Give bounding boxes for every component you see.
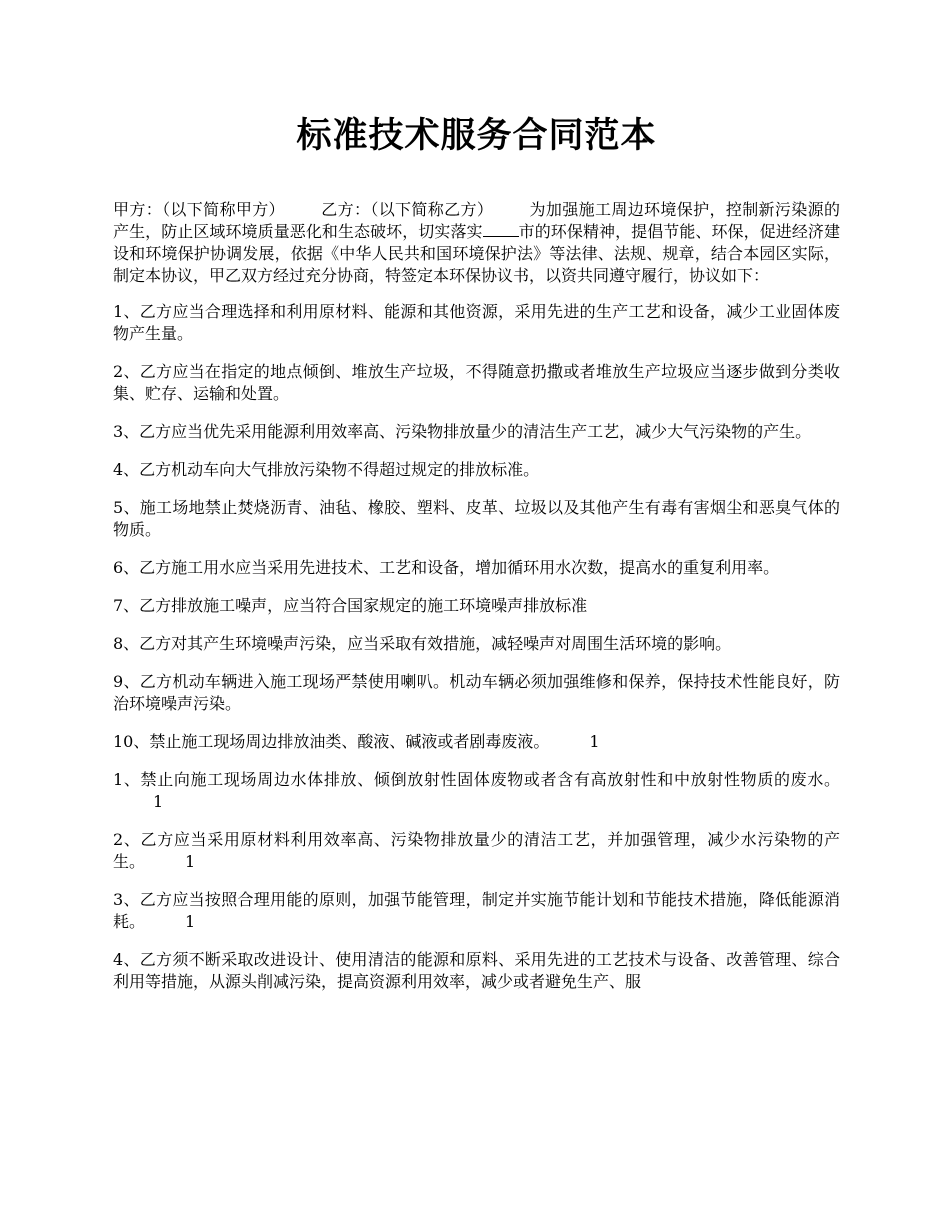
clause-b3 [113, 889, 840, 933]
intro-paragraph [113, 199, 840, 287]
clause-2: 2、乙方应当在指定的地点倾倒、堆放生产垃圾，不得随意扔撒或者堆放生产垃圾应当逐步做到分类收集、贮存、运输和处置。 [113, 362, 840, 403]
clause-8: 8、乙方对其产生环境噪声污染，应当采取有效措施，减轻噪声对周围生活环境的影响。 [113, 634, 732, 653]
clause-6: 6、乙方施工用水应当采用先进技术、工艺和设备，增加循环用水次数，提高水的重复利用率。 [113, 558, 780, 577]
clause-10 [113, 731, 840, 753]
document-title: 标准技术服务合同范本 [296, 115, 657, 156]
clause-b2 [113, 829, 840, 873]
clause-10-text: 10、禁止施工现场周边排放油类、酸液、碱液或者剧毒废液。 [113, 732, 550, 751]
intro-text-1: 为加强施工周边环境保护，控制新污染源的产生，防止区域环境质量恶化和生态破坏，切实落实 [113, 200, 840, 241]
clause-9: 9、乙方机动车辆进入施工现场严禁使用喇叭。机动车辆必须加强维修和保养，保持技术性能良好，防治环境噪声污染。 [113, 672, 840, 713]
document-page [113, 110, 840, 1009]
clause-7: 7、乙方排放施工噪声，应当符合国家规定的施工环境噪声排放标准 [113, 596, 588, 615]
clause-3: 3、乙方应当优先采用能源利用效率高、污染物排放量少的清洁生产工艺，减少大气污染物的产生。 [113, 422, 812, 441]
blank-fill-line [483, 222, 519, 237]
clause-b2-text: 2、乙方应当采用原材料利用效率高、污染物排放量少的清洁工艺，并加强管理，减少水污染物的产生。 [113, 830, 840, 871]
page-marker: 1 [185, 912, 196, 931]
clause-b1 [113, 769, 840, 813]
page-marker: 1 [153, 792, 164, 811]
clause-5: 5、施工场地禁止焚烧沥青、油毡、橡胶、塑料、皮革、垃圾以及其他产生有毒有害烟尘和恶臭气体的物质。 [113, 498, 840, 539]
clause-b1-text: 1、禁止向施工现场周边水体排放、倾倒放射性固体废物或者含有高放射性和中放射性物质的废水。 [113, 770, 840, 789]
clause-b3-text: 3、乙方应当按照合理用能的原则，加强节能管理，制定并实施节能计划和节能技术措施，降低能源消耗。 [113, 890, 840, 931]
intro-text-2: 市的环保精神，提倡节能、环保，促进经济建设和环境保护协调发展，依据《中华人民共和国环境保护法》等法律、法规、规章，结合本园区实际，制定本协议，甲乙双方经过充分协商，特签定本环保协议书，以资共同遵守履行，协议如下： [113, 222, 840, 285]
clause-1: 1、乙方应当合理选择和利用原材料、能源和其他资源，采用先进的生产工艺和设备，减少工业固体废物产生量。 [113, 302, 840, 343]
party-a-label: 甲方：（以下简称甲方） [113, 200, 285, 219]
clause-b4: 4、乙方须不断采取改进设计、使用清洁的能源和原料、采用先进的工艺技术与设备、改善管理、综合利用等措施，从源头削减污染，提高资源利用效率，减少或者避免生产、服 [113, 950, 840, 991]
party-b-label: 乙方：（以下简称乙方） [320, 200, 494, 219]
page-marker: 1 [185, 852, 196, 871]
page-marker: 1 [589, 732, 600, 751]
clause-4: 4、乙方机动车向大气排放污染物不得超过规定的排放标准。 [113, 460, 540, 479]
